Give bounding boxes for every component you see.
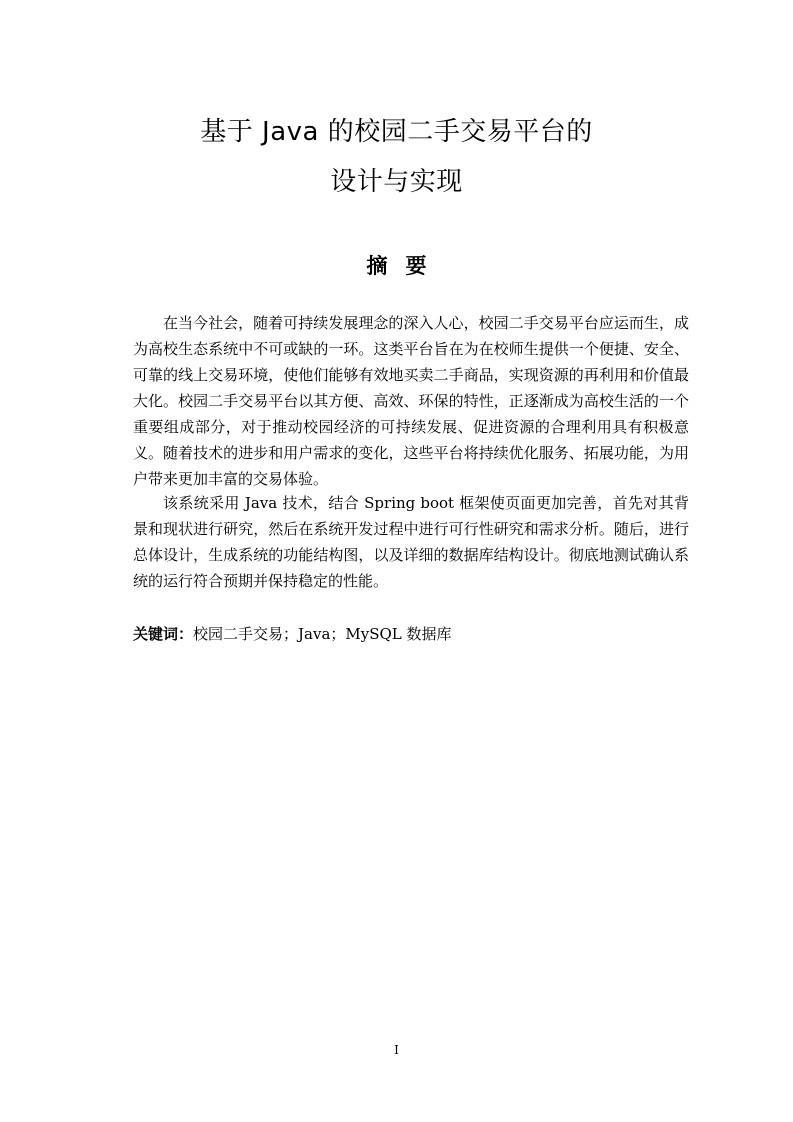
keywords-line bbox=[133, 621, 689, 647]
document-title-line2: 设计与实现 bbox=[330, 167, 463, 197]
paragraph-text: 该系统采用 Java 技术，结合 Spring boot 框架使页面更加完善，首先对其背景和现状进行研究，然后在系统开发过程中进行可行性研究和需求分析。随后，进行总体设计，生成系统的功能结构图，以及详细的数据库结构设计。彻底地测试确认系统的运行符合预期并保持稳定的性能。 bbox=[133, 494, 689, 590]
abstract-paragraph-2 bbox=[133, 490, 689, 594]
keywords-label: 关键词： bbox=[133, 625, 194, 643]
page-number: I bbox=[394, 1043, 399, 1057]
paragraph-text: 在当今社会，随着可持续发展理念的深入人心，校园二手交易平台应运而生，成为高校生态系统中不可或缺的一环。这类平台旨在为在校师生提供一个便捷、安全、可靠的线上交易环境，使他们能够有效地买卖二手商品，实现资源的再利用和价值最大化。校园二手交易平台以其方便、高效、环保的特性，正逐渐成为高校生活的一个重要组成部分，对于推动校园经济的可持续发展、促进资源的合理利用具有积极意义。随着技术的进步和用户需求的变化，这些平台将持续优化服务、拓展功能，为用户带来更加丰富的交易体验。 bbox=[133, 314, 689, 488]
abstract-heading: 摘要 bbox=[366, 254, 445, 278]
keywords-text: 校园二手交易；Java；MySQL 数据库 bbox=[193, 625, 452, 643]
document-title-line1: 基于 Java 的校园二手交易平台的 bbox=[200, 117, 593, 147]
abstract-paragraph-1 bbox=[133, 310, 689, 492]
